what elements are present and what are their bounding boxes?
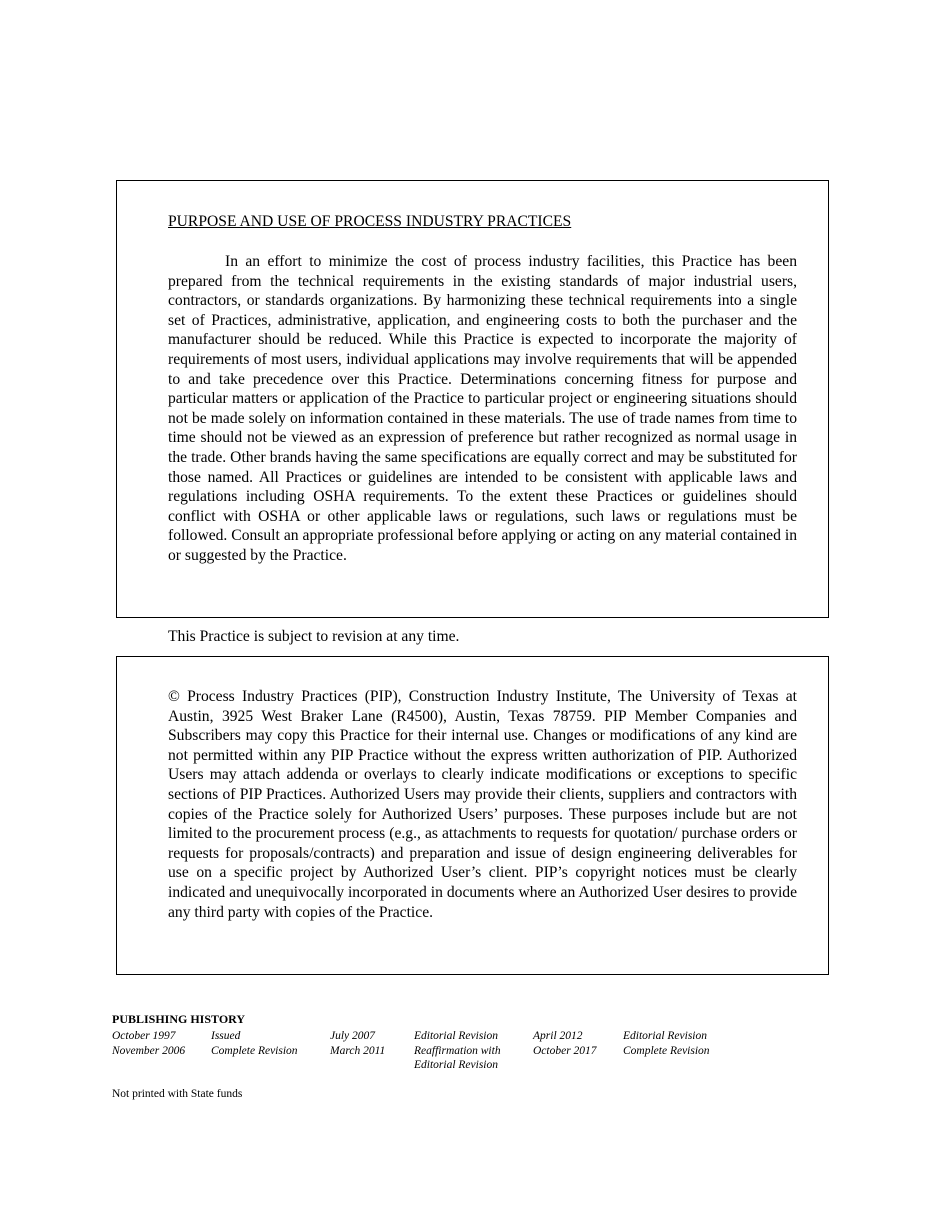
copyright-section-content — [168, 687, 797, 922]
revision-note: This Practice is subject to revision at any time. — [168, 628, 460, 645]
purpose-paragraph: In an effort to minimize the cost of process industry facilities, this Practice has been prepared from the technical requirements in the existing standards of major industrial users, contractors, or standards organizations. By harmonizing these technical requirements into a single set of Practices, administrative, application, and engineering costs to both the purchaser and the manufacturer should be reduced. While this Practice is expected to incorporate the majority of requirements of most users, individual applications may involve requirements that will be appended to and take precedence over this Practice. Determinations concerning fitness for purpose and particular matters or application of the Practice to particular project or engineering situations should not be made solely on information contained in these materials. The use of trade names from time to time should not be viewed as an expression of preference but rather recognized as normal usage in the trade. Other brands having the same specifications are equally correct and may be substituted for those named. All Practices or guidelines are intended to be consistent with applicable laws and regulations including OSHA requirements. To the extent these Practices or guidelines should conflict with OSHA or other applicable laws or regulations, such laws or regulations must be followed. Consult an appropriate professional before applying or acting on any material contained in or suggested by the Practice. — [168, 253, 797, 564]
purpose-heading: PURPOSE AND USE OF PROCESS INDUSTRY PRACTICES — [168, 213, 572, 230]
copyright-paragraph: © Process Industry Practices (PIP), Construction Industry Institute, The University of Texas at Austin, 3925 West Braker Lane (R4500), Austin, Texas 78759. PIP Member Companies and Subscribers may copy this Practice for their internal use. Changes or modifications of any kind are not permitted within any PIP Practice without the express written authorization of PIP. Authorized Users may attach addenda or overlays to clearly indicate modifications or exceptions to specific sections of PIP Practices. Authorized Users may provide their clients, suppliers and contractors with copies of the Practice solely for Authorized Users’ purposes. These purposes include but are not limited to the procurement process (e.g., as attachments to requests for quotation/ purchase orders or requests for proposals/contracts) and preparation and issue of design engineering deliverables for use on a specific project by Authorized User’s client. PIP’s copyright notices must be clearly indicated and unequivocally incorporated in documents where an Authorized User desires to provide any third party with copies of the Practice. — [168, 688, 797, 921]
history-date: March 2011 — [330, 1044, 386, 1057]
history-action: Editorial Revision — [414, 1059, 499, 1071]
publishing-history — [112, 1012, 812, 1079]
history-dates-col-1 — [112, 1029, 185, 1058]
purpose-section-box — [116, 180, 829, 618]
history-action: Issued — [211, 1030, 241, 1042]
history-action: Editorial Revision — [623, 1030, 708, 1042]
publishing-history-title: PUBLISHING HISTORY — [112, 1012, 246, 1026]
history-dates-col-3 — [533, 1029, 597, 1058]
footer-note: Not printed with State funds — [112, 1088, 243, 1100]
history-action: Editorial Revision — [414, 1030, 499, 1042]
history-action: Complete Revision — [211, 1044, 298, 1057]
history-actions-col-3 — [623, 1029, 710, 1058]
history-actions-col-2 — [414, 1029, 501, 1073]
history-date: October 1997 — [112, 1030, 176, 1042]
history-dates-col-2 — [330, 1029, 385, 1058]
copyright-section-box — [116, 656, 829, 975]
history-actions-col-1 — [211, 1029, 298, 1058]
publishing-history-table — [112, 1029, 812, 1079]
history-date: April 2012 — [533, 1030, 583, 1042]
history-date: October 2017 — [533, 1044, 597, 1057]
history-action: Reaffirmation with — [414, 1044, 501, 1057]
history-action: Complete Revision — [623, 1044, 710, 1057]
purpose-section-content — [168, 212, 797, 566]
history-date: November 2006 — [112, 1044, 186, 1057]
history-date: July 2007 — [330, 1030, 376, 1042]
